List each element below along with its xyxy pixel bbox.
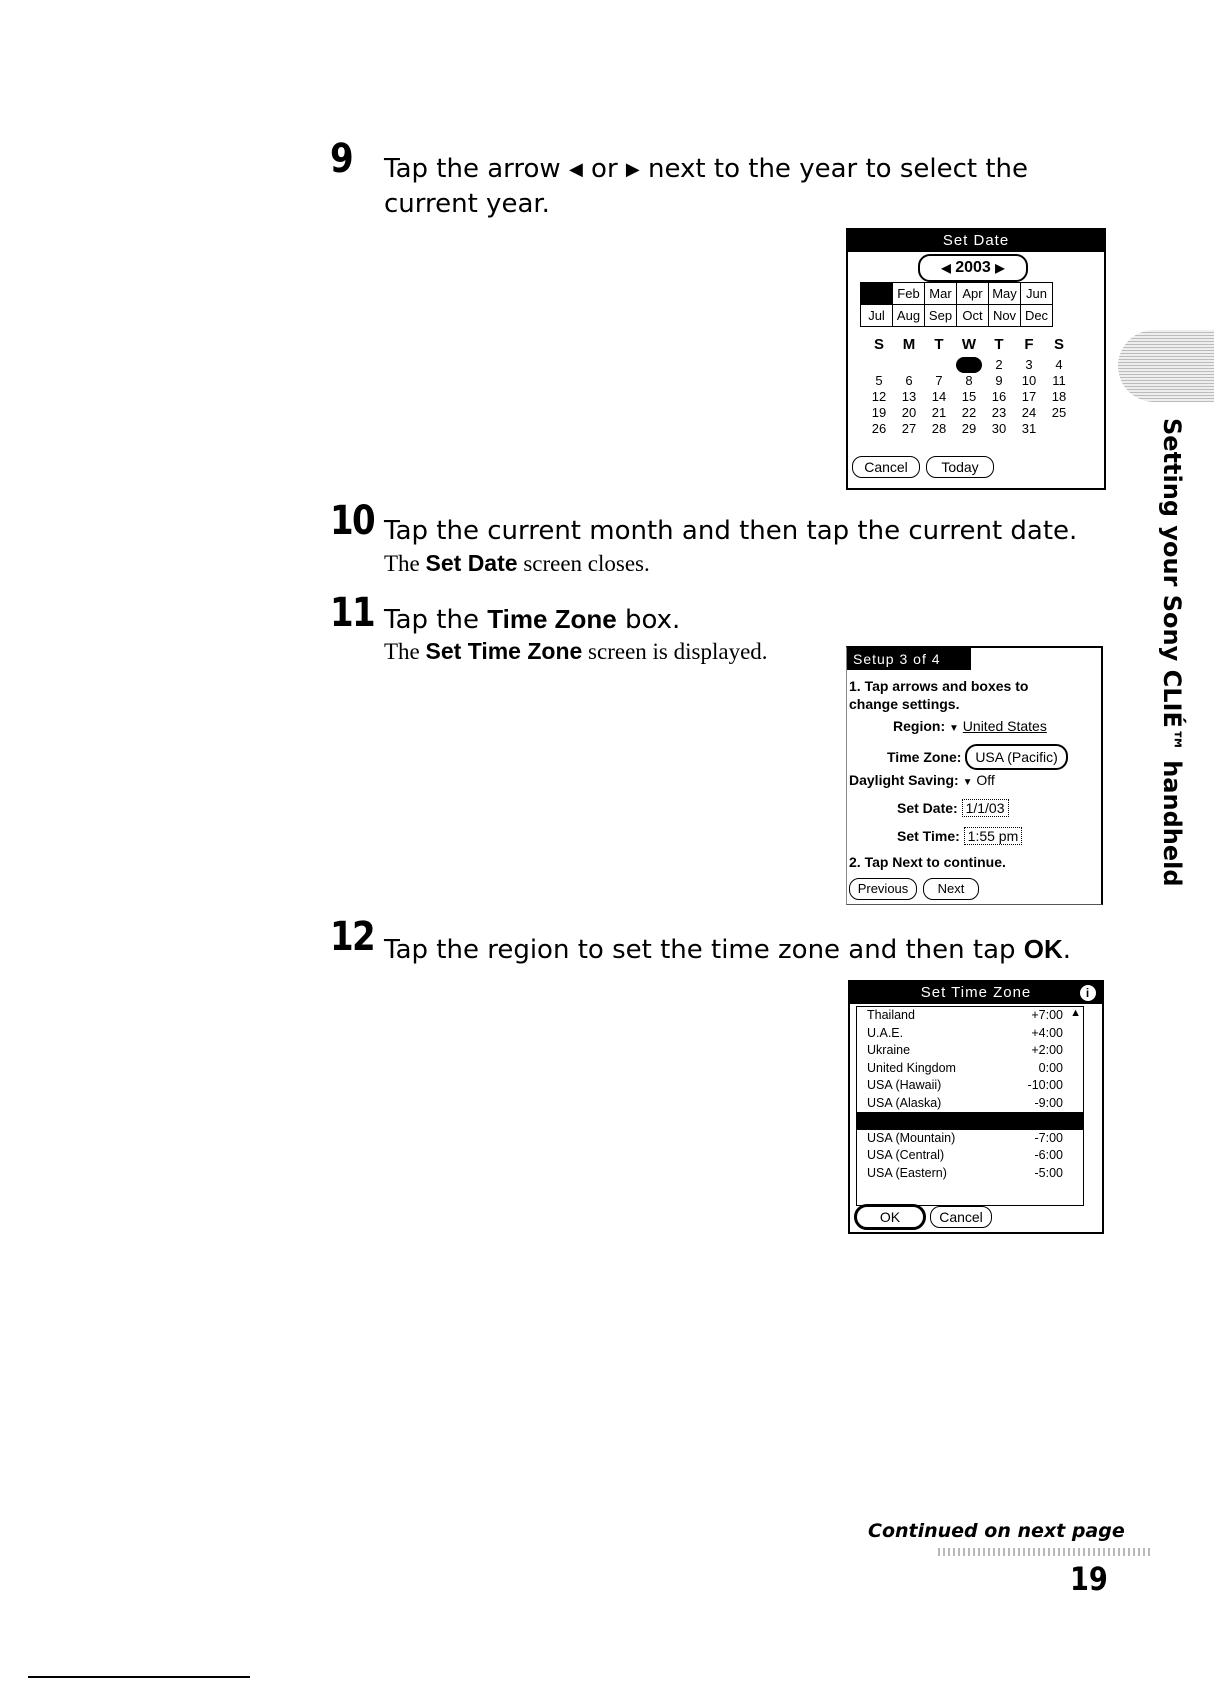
day-cell[interactable]: 22 xyxy=(961,405,977,420)
month-mar[interactable]: Mar xyxy=(925,283,957,305)
settime-row xyxy=(897,828,1022,844)
side-tab-label xyxy=(1158,418,1188,887)
region-name: USA (Alaska) xyxy=(867,1095,942,1110)
list-item-selected[interactable] xyxy=(857,1112,1083,1130)
list-item[interactable] xyxy=(857,1025,1083,1043)
weekday-label: W xyxy=(961,336,977,353)
day-cell[interactable]: 13 xyxy=(901,389,917,404)
setdate-box[interactable]: 1/1/03 xyxy=(962,799,1009,817)
step-text-part: Tap the region to set the time zone and then tap xyxy=(384,935,1016,965)
day-cell[interactable]: 14 xyxy=(931,389,947,404)
step-number: 12 xyxy=(330,914,374,960)
region-picker[interactable]: United States xyxy=(962,718,1047,734)
daylight-label: Daylight Saving: xyxy=(849,772,959,788)
region-name: United Kingdom xyxy=(867,1060,956,1075)
step-subtext xyxy=(384,638,768,665)
region-name: U.A.E. xyxy=(867,1025,904,1040)
list-item[interactable] xyxy=(857,1130,1083,1148)
day-cell xyxy=(864,357,894,373)
weekday-label: M xyxy=(902,336,916,353)
step-number: 9 xyxy=(330,136,352,182)
day-cell[interactable]: 3 xyxy=(1025,357,1033,372)
list-item[interactable] xyxy=(857,1077,1083,1095)
day-cell xyxy=(894,357,924,373)
month-jul[interactable]: Jul xyxy=(861,305,893,327)
ok-button[interactable]: OK xyxy=(854,1204,926,1230)
region-offset: -5:00 xyxy=(1034,1165,1063,1180)
timezone-row xyxy=(887,744,1068,770)
year-left-arrow-icon[interactable]: ◀ xyxy=(941,261,951,275)
screen-title: Setup 3 of 4 xyxy=(847,648,971,670)
year-selector xyxy=(918,254,1028,282)
previous-button[interactable]: Previous xyxy=(849,878,917,900)
today-button[interactable]: Today xyxy=(926,456,994,478)
list-item[interactable] xyxy=(857,1095,1083,1113)
cancel-button[interactable]: Cancel xyxy=(852,456,920,478)
time-zone-list[interactable] xyxy=(856,1006,1084,1206)
region-name: USA (Pacific) xyxy=(867,1113,941,1127)
subtext-part: screen is displayed. xyxy=(588,639,768,664)
step-number: 11 xyxy=(330,590,374,636)
region-name: Thailand xyxy=(867,1008,915,1022)
day-cell-selected[interactable] xyxy=(954,357,984,373)
region-offset: +7:00 xyxy=(1031,1008,1063,1022)
dropdown-arrow-icon: ▼ xyxy=(962,777,973,788)
region-offset: -10:00 xyxy=(1027,1078,1063,1092)
year-right-arrow-icon[interactable]: ▶ xyxy=(995,261,1005,275)
day-cell[interactable]: 29 xyxy=(961,421,977,436)
region-offset: -8:00 xyxy=(1034,1113,1063,1127)
day-cell[interactable]: 19 xyxy=(871,405,887,420)
month-sep[interactable]: Sep xyxy=(925,305,957,327)
calendar-grid xyxy=(864,336,1074,437)
selected-day[interactable]: 1 xyxy=(956,357,982,373)
day-cell[interactable]: 4 xyxy=(1055,357,1063,372)
month-jun[interactable]: Jun xyxy=(1021,283,1053,305)
step-number: 10 xyxy=(330,498,374,544)
step-text xyxy=(384,602,680,637)
step-text: Tap the current month and then tap the current date. xyxy=(384,516,1078,546)
month-jan[interactable]: Jan xyxy=(861,283,893,305)
setdate-label: Set Date: xyxy=(897,800,958,816)
day-cell[interactable]: 18 xyxy=(1051,389,1067,404)
day-cell[interactable]: 7 xyxy=(935,373,943,388)
region-offset: -6:00 xyxy=(1034,1148,1063,1162)
month-may[interactable]: May xyxy=(989,283,1021,305)
day-cell[interactable]: 5 xyxy=(875,373,883,388)
screen-title xyxy=(850,982,1102,1004)
instruction-1b: change settings. xyxy=(849,696,960,712)
dotted-rule xyxy=(938,1548,1150,1556)
subtext-bold: Set Time Zone xyxy=(425,638,583,664)
month-grid xyxy=(860,282,1053,327)
bottom-rule xyxy=(28,1676,250,1678)
timezone-box[interactable]: USA (Pacific) xyxy=(965,744,1067,770)
step-text-part: next to the year to select the current year. xyxy=(384,154,1029,219)
year-value: 2003 xyxy=(955,259,991,276)
month-dec[interactable]: Dec xyxy=(1021,305,1053,327)
day-cell[interactable]: 6 xyxy=(905,373,913,388)
step-text-part: . xyxy=(1062,935,1072,965)
region-offset: +4:00 xyxy=(1031,1025,1063,1040)
side-tab-text: Setting your Sony CLIÉ™ handheld xyxy=(1158,418,1186,887)
day-cell[interactable]: 17 xyxy=(1021,389,1037,404)
day-cell[interactable]: 11 xyxy=(1052,373,1066,388)
left-arrow-icon: ◀ xyxy=(568,159,583,180)
weekday-label: T xyxy=(934,336,944,353)
day-cell[interactable]: 20 xyxy=(901,405,917,420)
weekday-label: T xyxy=(994,336,1004,353)
scroll-up-arrow-icon[interactable]: ▲ xyxy=(1070,1007,1081,1019)
daylight-picker[interactable]: Off xyxy=(976,772,995,788)
set-date-screen xyxy=(846,228,1106,490)
step-text xyxy=(384,152,1124,221)
right-arrow-icon: ▶ xyxy=(625,159,640,180)
region-name: USA (Central) xyxy=(867,1148,945,1162)
weekday-label: F xyxy=(1024,336,1034,353)
subtext-part: The xyxy=(384,639,420,664)
side-tab-marker xyxy=(1118,330,1214,402)
region-offset: -9:00 xyxy=(1034,1095,1063,1110)
step-text-bold: OK xyxy=(1023,934,1063,964)
month-feb[interactable]: Feb xyxy=(893,283,925,305)
step-text-part: box. xyxy=(625,605,681,635)
step-subtext xyxy=(384,550,650,577)
day-cell[interactable]: 30 xyxy=(991,421,1007,436)
day-cell[interactable]: 16 xyxy=(991,389,1007,404)
title-text: Set Time Zone xyxy=(920,984,1032,1001)
region-name: USA (Mountain) xyxy=(867,1130,956,1145)
screen-title: Set Date xyxy=(848,230,1104,252)
region-name: USA (Eastern) xyxy=(867,1165,947,1180)
subtext-part: screen closes. xyxy=(523,551,650,576)
weekday-label: S xyxy=(873,336,884,353)
setdate-row xyxy=(897,800,1009,816)
day-cell[interactable]: 24 xyxy=(1021,405,1037,420)
setup-screen xyxy=(846,646,1103,905)
subtext-part: The xyxy=(384,551,420,576)
day-cell[interactable]: 31 xyxy=(1021,421,1037,436)
region-offset: +2:00 xyxy=(1031,1043,1063,1057)
list-item[interactable] xyxy=(857,1147,1083,1165)
dropdown-arrow-icon: ▼ xyxy=(949,723,959,734)
month-apr[interactable]: Apr xyxy=(957,283,989,305)
step-text xyxy=(384,932,1144,967)
day-cell[interactable]: 15 xyxy=(961,389,977,404)
weekday-label: S xyxy=(1053,336,1064,353)
day-cell[interactable]: 25 xyxy=(1051,405,1067,420)
day-cell[interactable]: 2 xyxy=(995,357,1003,372)
region-offset: 0:00 xyxy=(1038,1060,1063,1075)
day-cell xyxy=(1044,421,1074,437)
settime-box[interactable]: 1:55 pm xyxy=(964,827,1023,845)
continued-label: Continued on next page xyxy=(868,1520,1125,1542)
page-number: 19 xyxy=(1070,1560,1108,1598)
region-label: Region: xyxy=(893,718,946,734)
list-item[interactable] xyxy=(857,1060,1083,1078)
list-item[interactable] xyxy=(857,1165,1083,1183)
subtext-bold: Set Date xyxy=(425,550,518,576)
day-cell xyxy=(924,357,954,373)
day-cell[interactable]: 26 xyxy=(871,421,887,436)
day-cell[interactable]: 8 xyxy=(965,373,973,388)
instruction-1a: 1. Tap arrows and boxes to xyxy=(849,678,1029,694)
daylight-row xyxy=(849,772,995,788)
day-cell[interactable]: 10 xyxy=(1021,373,1037,388)
day-cell[interactable]: 23 xyxy=(991,405,1007,420)
day-cell[interactable]: 9 xyxy=(995,373,1003,388)
step-text-part: Tap the arrow xyxy=(384,154,561,184)
info-icon[interactable]: i xyxy=(1080,985,1096,1001)
step-text-part: or xyxy=(591,154,618,184)
region-row xyxy=(893,718,1047,734)
timezone-label: Time Zone: xyxy=(887,749,962,765)
cancel-button[interactable]: Cancel xyxy=(930,1206,992,1228)
instruction-2: 2. Tap Next to continue. xyxy=(849,854,1006,870)
month-oct[interactable]: Oct xyxy=(957,305,989,327)
step-text-bold: Time Zone xyxy=(487,604,617,634)
next-button[interactable]: Next xyxy=(923,878,979,900)
list-item[interactable] xyxy=(857,1007,1083,1025)
settime-label: Set Time: xyxy=(897,828,960,844)
set-time-zone-screen xyxy=(848,980,1104,1234)
list-item[interactable] xyxy=(857,1042,1083,1060)
region-name: USA (Hawaii) xyxy=(867,1078,942,1092)
month-aug[interactable]: Aug xyxy=(893,305,925,327)
day-cell[interactable]: 21 xyxy=(931,405,947,420)
month-nov[interactable]: Nov xyxy=(989,305,1021,327)
step-text-part: Tap the xyxy=(384,605,479,635)
region-name: Ukraine xyxy=(867,1043,911,1057)
day-cell[interactable]: 28 xyxy=(931,421,947,436)
day-cell[interactable]: 27 xyxy=(901,421,917,436)
region-offset: -7:00 xyxy=(1034,1130,1063,1145)
day-cell[interactable]: 12 xyxy=(871,389,887,404)
